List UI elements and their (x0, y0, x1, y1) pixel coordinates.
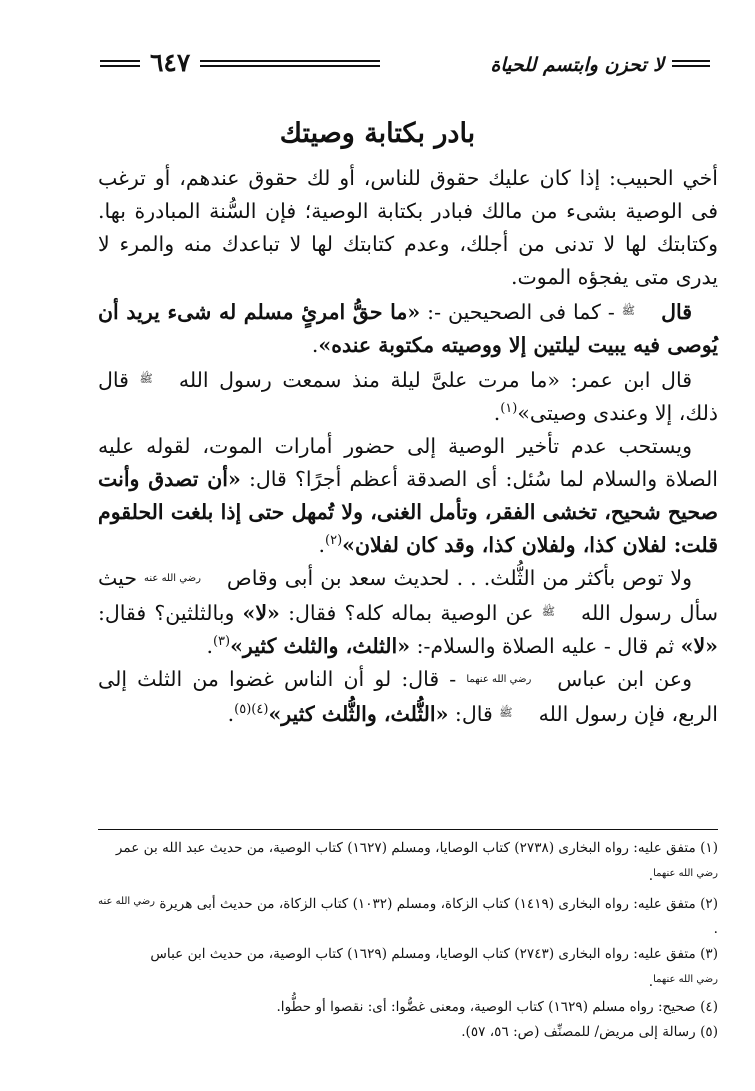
p6-text-a: وعن ابن عباس (557, 667, 692, 691)
p2-end: . (311, 333, 319, 357)
p4-end: . (318, 533, 325, 557)
hadith-quote: «الثلث، والثلث كثير» (230, 634, 411, 658)
footnote-ref: (٤)(٥) (234, 702, 269, 718)
p5-text-b: حيث سأل رسول الله (98, 566, 718, 625)
p6-text-c: قال: (448, 702, 500, 726)
p5-end: . (206, 634, 213, 658)
p4-text-a: ويستحب عدم تأخير الوصية إلى حضور أمارات الموت، لقوله عليه الصلاة والسلام لما سُئل: أى الصدقة أعظم أجرًا؟ قال: (98, 434, 719, 491)
p5-text-e: ثم قال - عليه الصلاة والسلام-: (410, 634, 681, 658)
paragraph-6 (98, 663, 718, 731)
hadith-narration-intro: قال (661, 300, 693, 324)
hadith-quote: «الثُّلث، والثُّلث كثير» (268, 702, 449, 726)
radia-honorific: رضي الله عنه (98, 896, 156, 907)
p3-text-b: قال ذلك، إلا وعندى وصيتى» (98, 368, 718, 425)
footnote-3: (٣) متفق عليه: رواه البخارى (٢٧٤٣) كتاب الوصايا، ومسلم (١٦٢٩) كتاب الوصية، من حديث ابن عباس رضي الله عنهما. (150, 946, 718, 990)
radia-honorific: رضي الله عنهما (653, 974, 718, 985)
radia-honorific: رضي الله عنه (144, 573, 201, 584)
p5-text-d: وبالثلثين؟ فقال: (98, 601, 243, 625)
paragraph-5 (98, 562, 718, 663)
paragraph-2 (98, 294, 718, 362)
hadith-quote: «أن تصدق وأنت صحيح شحيح، تخشى الفقر، وتأمل الغنى، ولا تُمهل حتى إذا بلغت الحلقوم قلت: لفلان كذا، ولفلان كذا، وقد كان لفلان» (98, 467, 718, 557)
footnote-2: (٢) متفق عليه: رواه البخارى (١٤١٩) كتاب الزكاة، ومسلم (١٠٣٢) كتاب الزكاة، من حديث أبى هريرة رضي الله عنه. (98, 889, 718, 942)
paragraph-4 (98, 430, 718, 562)
page-number: ٦٤٧ (150, 48, 191, 77)
header-rule-middle (200, 60, 380, 67)
p3-text-a: قال ابن عمر: «ما مرت علىَّ ليلة منذ سمعت رسول الله (178, 368, 692, 392)
footnotes (98, 836, 718, 1045)
salla-honorific: ﷺ (139, 372, 153, 385)
footnote-ref: (٢) (325, 533, 343, 549)
hadith-quote: «لا» (680, 634, 718, 658)
footnote-4: (٤) صحيح: رواه مسلم (١٦٢٩) كتاب الوصية، ومعنى غضُّوا: أى: نقصوا أو حطُّوا. (276, 999, 718, 1015)
footnote-ref: (١) (500, 401, 518, 417)
p3-end: . (493, 401, 501, 425)
salla-honorific: ﷺ (621, 304, 636, 317)
page-header (100, 44, 710, 84)
p2-mid: - كما فى الصحيحين -: (420, 300, 622, 324)
p5-text-c: عن الوصية بماله كله؟ فقال: (279, 601, 542, 625)
footnote-5: (٥) رسالة إلى مريض/ للمصنِّف (ص: ٥٦، ٥٧). (461, 1024, 718, 1040)
running-title: لا تحزن وابتسم للحياة (490, 54, 664, 76)
salla-honorific: ﷺ (499, 706, 513, 719)
paragraph-1: أخي الحبيب: إذا كان عليك حقوق للناس، أو لك حقوق عندهم، أو ترغب فى الوصية بشىء من مالك فبادر بكتابة الوصية؛ فإن السُّنة المبادرة بها. وكتابتك لها لا تدنى من أجلك، وعدم كتابتك لها لا تباعدك منه والمرء لا يدرى متى يفجؤه الموت. (98, 166, 718, 289)
p6-end: . (227, 702, 235, 726)
footnote-2-text: (٢) متفق عليه: رواه البخارى (١٤١٩) كتاب الزكاة، ومسلم (١٠٣٢) كتاب الزكاة، من حديث أبى هريرة (159, 896, 718, 912)
hadith-quote: «لا» (242, 601, 280, 625)
footnote-divider (98, 829, 718, 830)
header-rule-left (100, 60, 140, 67)
salla-honorific: ﷺ (541, 605, 555, 618)
hadith-quote: «ما حقُّ امرئٍ مسلم له شىء يريد أن يُوصى فيه يبيت ليلتين إلا ووصيته مكتوبة عنده» (98, 300, 718, 357)
p6-text-b: - قال: لو أن الناس غضوا من الثلث إلى الربع، فإن رسول الله (98, 667, 718, 726)
section-heading: بادر بكتابة وصيتك (279, 118, 476, 149)
body-text (98, 162, 718, 731)
footnote-1: (١) متفق عليه: رواه البخارى (٢٧٣٨) كتاب الوصايا، ومسلم (١٦٢٧) كتاب الوصية، من حديث عبد الله بن عمر رضي الله عنهما. (115, 840, 718, 884)
footnote-1-text: (١) متفق عليه: رواه البخارى (٢٧٣٨) كتاب الوصايا، ومسلم (١٦٢٧) كتاب الوصية، من حديث عبد الله بن عمر (115, 840, 718, 856)
radia-honorific: رضي الله عنهما (466, 674, 532, 685)
footnote-3-text: (٣) متفق عليه: رواه البخارى (٢٧٤٣) كتاب الوصايا، ومسلم (١٦٢٩) كتاب الوصية، من حديث ابن عباس (150, 946, 718, 962)
radia-honorific: رضي الله عنهما (653, 868, 718, 879)
footnote-ref: (٣) (212, 634, 231, 650)
header-rule-right (672, 60, 710, 67)
p5-text-a: ولا توص بأكثر من الثُّلث. . . لحديث سعد بن أبى وقاص (226, 566, 692, 590)
paragraph-3 (98, 362, 718, 430)
